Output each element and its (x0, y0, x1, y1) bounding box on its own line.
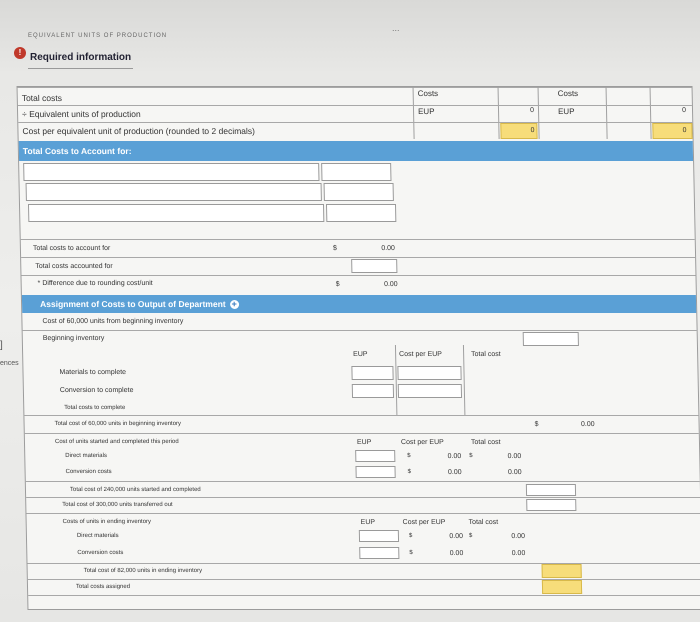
eup-value-1: 0 (530, 107, 535, 114)
row-divider (26, 513, 700, 514)
cost-per-eup-value-1: 0 (530, 127, 535, 134)
eup-value-2: 0 (682, 107, 687, 114)
row-divider (26, 481, 700, 482)
section-bar-title: Total Costs to Account for: (22, 146, 132, 156)
row-divider (25, 433, 699, 434)
ending-conversion-costs-eup-input[interactable] (359, 547, 399, 559)
total-cost-60000-value: 0.00 (580, 421, 595, 428)
required-information-title: Required information (30, 52, 132, 63)
dollar-sign: $ (335, 281, 340, 288)
total-82000-cell[interactable] (542, 564, 582, 578)
row-divider (28, 563, 700, 564)
row-divider (18, 105, 692, 106)
dollar-sign: $ (407, 469, 412, 475)
dollar-sign: $ (409, 550, 413, 556)
ending-conversion-costs-label: Conversion costs (77, 550, 124, 556)
cost-label-input-2[interactable] (26, 183, 322, 201)
conversion-costs-eup-input[interactable] (355, 466, 395, 478)
conversion-cost-per-eup-input[interactable] (398, 384, 462, 398)
section-bar-title: Assignment of Costs to Output of Department + (39, 299, 237, 309)
total-accounted-input[interactable] (351, 259, 397, 273)
side-references-label: ences (0, 360, 19, 367)
dollar-sign: $ (332, 245, 337, 252)
beginning-inventory-label: Beginning inventory (42, 335, 105, 342)
costs-header-2: Costs (557, 89, 579, 98)
cost-label-input-3[interactable] (28, 204, 324, 222)
dollar-sign: $ (408, 533, 413, 539)
total-cost-column-header: Total cost (468, 519, 499, 526)
eup-header-2: EUP (557, 107, 575, 116)
materials-eup-input[interactable] (351, 366, 393, 380)
row-divider (24, 415, 698, 416)
direct-materials-cost-per-eup: 0.00 (447, 453, 462, 460)
cost-per-eup-column-header: Cost per EUP (402, 519, 446, 526)
conversion-costs-total-cost: 0.00 (507, 469, 522, 476)
assignment-of-costs-bar (22, 295, 696, 313)
row-divider (21, 257, 695, 258)
started-completed-title: Cost of units started and completed this period (54, 439, 179, 445)
row-divider (21, 275, 695, 276)
total-240000-input[interactable] (526, 484, 576, 496)
breadcrumb: EQUIVALENT UNITS OF PRODUCTION (28, 33, 168, 39)
total-300000-label: Total cost of 300,000 units transferred out (62, 502, 173, 508)
divide-eup-label: ÷ Equivalent units of production (21, 109, 141, 119)
ending-direct-materials-eup-input[interactable] (359, 530, 399, 542)
direct-materials-label: Direct materials (65, 453, 108, 459)
total-costs-label: Total costs (21, 93, 63, 103)
row-divider (28, 595, 700, 596)
eup-header-1: EUP (417, 107, 435, 116)
dollar-sign: $ (534, 421, 539, 428)
total-240000-label: Total cost of 240,000 units started and completed (69, 487, 201, 493)
row-divider (18, 87, 692, 88)
total-costs-accounted-label: Total costs accounted for (35, 263, 113, 270)
dollar-sign: $ (469, 453, 473, 459)
ending-direct-materials-total-cost: 0.00 (511, 533, 526, 540)
row-divider (18, 122, 692, 123)
ending-direct-materials-label: Direct materials (76, 533, 119, 539)
cost-per-eup-value-2: 0 (682, 127, 687, 134)
cost-per-eup-label: Cost per equivalent unit of production (rounded to 2 decimals) (22, 126, 256, 136)
col-divider (413, 87, 415, 139)
col-divider (498, 87, 500, 139)
materials-to-complete-label: Materials to complete (59, 369, 127, 376)
total-costs-to-complete-label: Total costs to complete (64, 405, 126, 411)
col-divider (395, 345, 397, 415)
conversion-costs-label: Conversion costs (65, 469, 112, 475)
difference-rounding-label: * Difference due to rounding cost/unit (37, 280, 153, 287)
plus-icon[interactable]: + (231, 299, 237, 309)
beginning-inventory-input[interactable] (523, 332, 579, 346)
difference-value: 0.00 (383, 281, 398, 288)
conversion-costs-cost-per-eup: 0.00 (447, 469, 462, 476)
total-300000-input[interactable] (526, 499, 576, 511)
total-costs-assigned-cell[interactable] (542, 580, 582, 594)
total-costs-to-account-label: Total costs to account for (32, 245, 111, 252)
direct-materials-eup-input[interactable] (355, 450, 395, 462)
cost-60000-units-label: Cost of 60,000 units from beginning inventory (42, 318, 184, 325)
cost-amount-input-1[interactable] (321, 163, 391, 181)
ending-direct-materials-cost-per-eup: 0.00 (449, 533, 464, 540)
row-divider (21, 239, 695, 240)
ending-conversion-costs-total-cost: 0.00 (511, 550, 526, 557)
materials-cost-per-eup-input[interactable] (397, 366, 461, 380)
row-divider (26, 497, 700, 498)
direct-materials-total-cost: 0.00 (507, 453, 522, 460)
cost-amount-input-2[interactable] (324, 183, 394, 201)
costs-header-1: Costs (417, 89, 439, 98)
cost-per-eup-column-header: Cost per EUP (400, 439, 444, 446)
total-cost-60000-label: Total cost of 60,000 units in beginning inventory (54, 421, 182, 427)
eup-column-header: EUP (360, 519, 376, 526)
cost-amount-input-3[interactable] (326, 204, 396, 222)
row-divider (23, 330, 697, 331)
dollar-sign: $ (468, 533, 473, 539)
conversion-to-complete-label: Conversion to complete (59, 387, 134, 394)
dollar-sign: $ (407, 453, 411, 459)
cost-per-eup-column-header: Cost per EUP (399, 351, 443, 358)
row-divider (28, 579, 700, 580)
worksheet (17, 86, 700, 610)
col-divider (538, 87, 540, 139)
total-costs-to-account-value: 0.00 (381, 245, 395, 252)
cost-label-input-1[interactable] (23, 163, 319, 181)
more-indicator: ... (392, 23, 400, 33)
total-cost-column-header: Total cost (470, 439, 501, 446)
col-divider (606, 87, 608, 139)
eup-column-header: EUP (356, 439, 372, 446)
total-costs-to-account-for-bar (19, 141, 693, 161)
total-cost-column-header: Total cost (471, 351, 501, 358)
side-bracket: ] (0, 340, 3, 351)
total-82000-label: Total cost of 82,000 units in ending inventory (83, 568, 203, 574)
title-underline (28, 68, 133, 69)
eup-column-header: EUP (353, 351, 368, 358)
total-costs-assigned-label: Total costs assigned (75, 584, 131, 590)
col-divider (650, 87, 652, 139)
ending-inventory-title: Costs of units in ending inventory (62, 519, 152, 525)
alert-icon: ! (14, 47, 26, 59)
ending-conversion-costs-cost-per-eup: 0.00 (449, 550, 464, 557)
col-divider (463, 345, 465, 415)
conversion-eup-input[interactable] (352, 384, 394, 398)
